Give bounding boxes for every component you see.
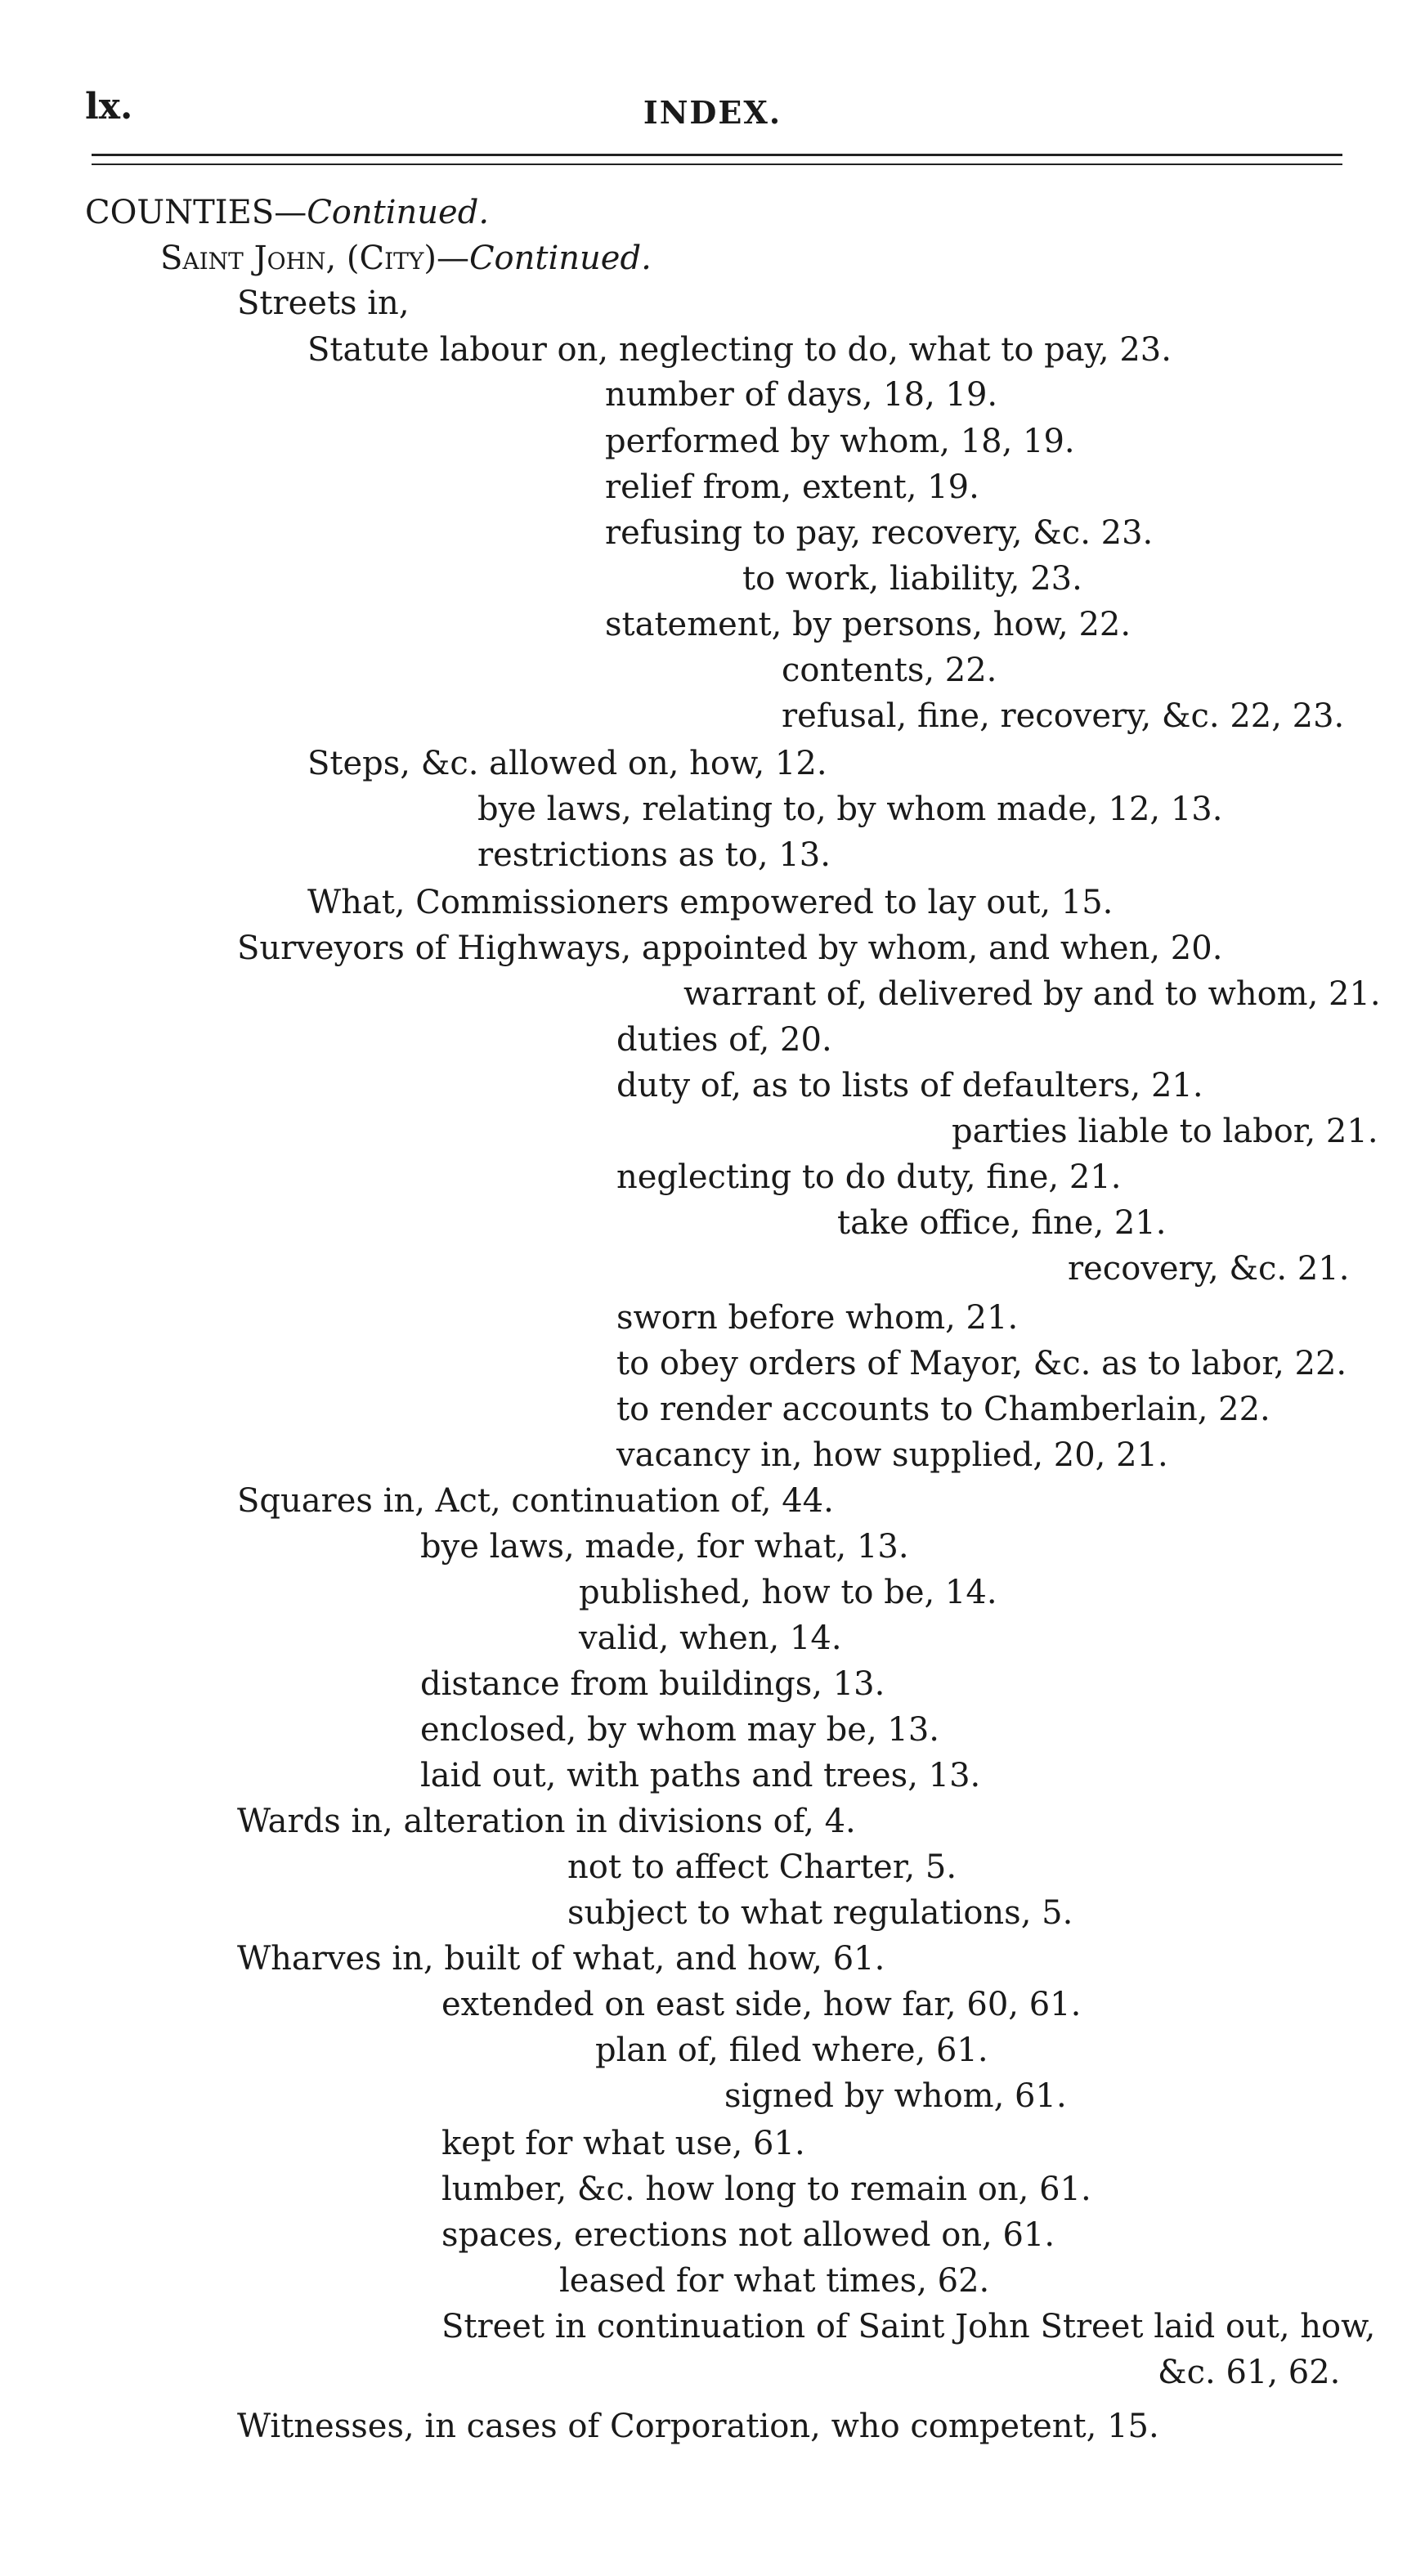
- index-entry-to-work: to work, liability, 23.: [742, 560, 1082, 598]
- index-entry-valid-when: valid, when, 14.: [579, 1620, 842, 1657]
- index-entry-signed-by: signed by whom, 61.: [724, 2077, 1067, 2115]
- index-entry-number-of-days: number of days, 18, 19.: [605, 376, 998, 414]
- index-entry-counties: COUNTIES—Continued.: [85, 194, 490, 231]
- index-entry-restrictions: restrictions as to, 13.: [477, 836, 831, 874]
- index-entry-obey-orders: to obey orders of Mayor, &c. as to labor, 22.: [616, 1345, 1347, 1382]
- index-entry-laid-out-paths: laid out, with paths and trees, 13.: [420, 1757, 981, 1794]
- index-entry-distance: distance from buildings, 13.: [420, 1665, 885, 1703]
- index-entry-squares-in: Squares in, Act, continuation of, 44.: [237, 1482, 834, 1520]
- index-entry-street-continuation-2: &c. 61, 62.: [1158, 2354, 1341, 2391]
- index-entry-bye-laws-squares: bye laws, made, for what, 13.: [420, 1528, 909, 1566]
- index-entry-surveyors: Surveyors of Highways, appointed by whom, and when, 20.: [237, 930, 1223, 967]
- page-number: lx.: [85, 86, 133, 128]
- index-entry-street-continuation: Street in continuation of Saint John Street laid out, how,: [441, 2308, 1376, 2345]
- index-entry-recovery-21: recovery, &c. 21.: [1068, 1250, 1350, 1288]
- index-entry-enclosed: enclosed, by whom may be, 13.: [420, 1711, 939, 1749]
- index-entry-render-accounts: to render accounts to Chamberlain, 22.: [616, 1391, 1270, 1428]
- index-entry-not-affect-charter: not to affect Charter, 5.: [567, 1848, 957, 1886]
- index-entry-what-commissioners: What, Commissioners empowered to lay out, 15.: [307, 884, 1114, 921]
- index-entry-relief-from: relief from, extent, 19.: [605, 468, 979, 506]
- running-title: INDEX.: [643, 94, 782, 131]
- index-entry-wharves-in: Wharves in, built of what, and how, 61.: [237, 1940, 885, 1978]
- index-entry-published: published, how to be, 14.: [579, 1574, 997, 1611]
- index-entry-statement: statement, by persons, how, 22.: [605, 606, 1131, 643]
- index-entry-contents: contents, 22.: [782, 652, 997, 689]
- index-entry-saint-john: Saint John, (City)—Continued.: [160, 240, 652, 277]
- page-header: [0, 0, 1425, 164]
- index-entry-bye-laws-steps: bye laws, relating to, by whom made, 12, 13.: [477, 791, 1223, 828]
- index-entry-wards-in: Wards in, alteration in divisions of, 4.: [237, 1803, 856, 1840]
- index-entry-take-office: take office, fine, 21.: [837, 1204, 1167, 1242]
- index-entry-lumber: lumber, &c. how long to remain on, 61.: [441, 2171, 1091, 2208]
- index-entry-neglecting-duty: neglecting to do duty, fine, 21.: [616, 1158, 1122, 1196]
- index-entry-extended-east: extended on east side, how far, 60, 61.: [441, 1986, 1082, 2023]
- header-rule-bottom: [92, 164, 1342, 165]
- index-entry-refusing-to-pay: refusing to pay, recovery, &c. 23.: [605, 514, 1154, 552]
- index-entry-warrant-of: warrant of, delivered by and to whom, 21.: [683, 975, 1381, 1013]
- index-entry-vacancy-in: vacancy in, how supplied, 20, 21.: [616, 1436, 1168, 1474]
- index-entry-streets-in: Streets in,: [237, 284, 410, 322]
- index-entry-parties-liable: parties liable to labor, 21.: [952, 1113, 1378, 1150]
- index-entry-duty-of-lists: duty of, as to lists of defaulters, 21.: [616, 1067, 1203, 1104]
- index-entry-duties-of: duties of, 20.: [616, 1021, 832, 1059]
- index-entry-sworn-before: sworn before whom, 21.: [616, 1299, 1019, 1337]
- index-entry-subject-regulations: subject to what regulations, 5.: [567, 1894, 1073, 1932]
- index-entry-statute-labour: Statute labour on, neglecting to do, what to pay, 23.: [307, 331, 1172, 369]
- index-entry-steps: Steps, &c. allowed on, how, 12.: [307, 745, 827, 782]
- index-entry-leased-for: leased for what times, 62.: [559, 2262, 990, 2300]
- header-rule-top: [92, 154, 1342, 156]
- index-entry-performed-by-whom: performed by whom, 18, 19.: [605, 423, 1075, 460]
- index-entry-kept-for: kept for what use, 61.: [441, 2125, 805, 2162]
- index-entry-refusal-fine: refusal, fine, recovery, &c. 22, 23.: [782, 697, 1345, 735]
- index-entry-spaces-erections: spaces, erections not allowed on, 61.: [441, 2216, 1055, 2254]
- index-entry-witnesses: Witnesses, in cases of Corporation, who competent, 15.: [237, 2408, 1159, 2445]
- index-entry-plan-of: plan of, filed where, 61.: [595, 2032, 988, 2069]
